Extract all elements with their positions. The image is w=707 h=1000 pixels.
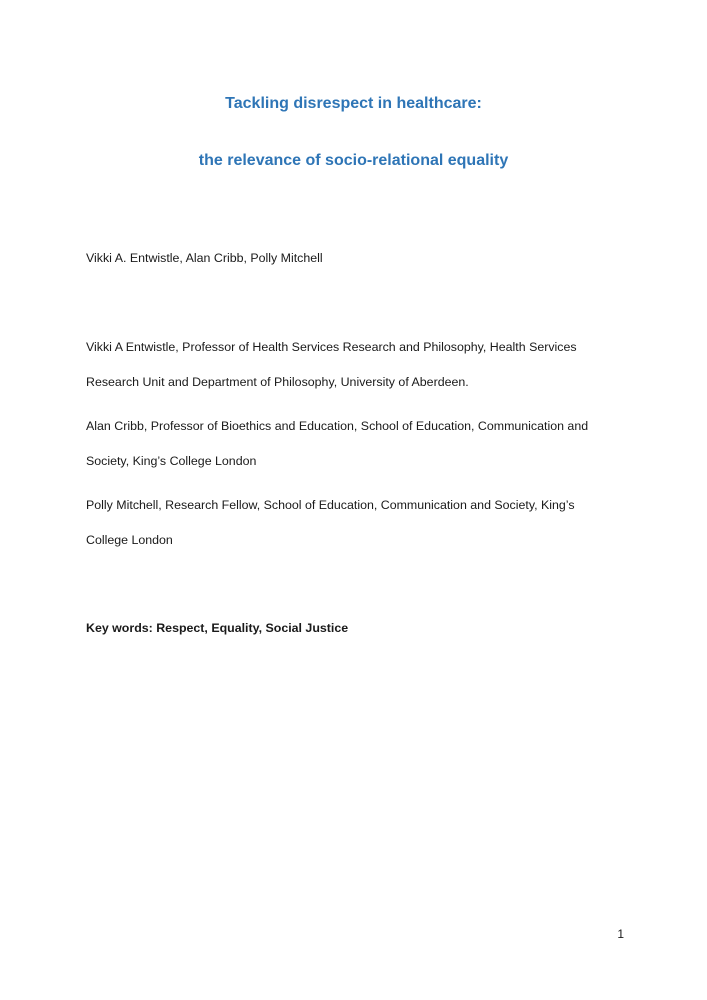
affiliation-1-line-2: Research Unit and Department of Philosophy, University of Aberdeen.: [86, 375, 469, 389]
affiliation-3-line-1: Polly Mitchell, Research Fellow, School of Education, Communication and Society, King’s: [86, 498, 575, 512]
title-line-1: Tackling disrespect in healthcare:: [225, 95, 482, 112]
affiliation-3-line-2: College London: [86, 533, 173, 547]
keywords: Key words: Respect, Equality, Social Justice: [86, 621, 349, 635]
affiliation-2-line-1: Alan Cribb, Professor of Bioethics and Education, School of Education, Communication and: [86, 419, 589, 433]
affiliation-2-line-2: Society, King’s College London: [86, 454, 257, 468]
author-list: Vikki A. Entwistle, Alan Cribb, Polly Mitchell: [86, 251, 323, 265]
page-number: 1: [617, 927, 624, 941]
affiliation-1-line-1: Vikki A Entwistle, Professor of Health Services Research and Philosophy, Health Services: [86, 340, 577, 354]
title-line-2: the relevance of socio-relational equality: [198, 152, 509, 169]
